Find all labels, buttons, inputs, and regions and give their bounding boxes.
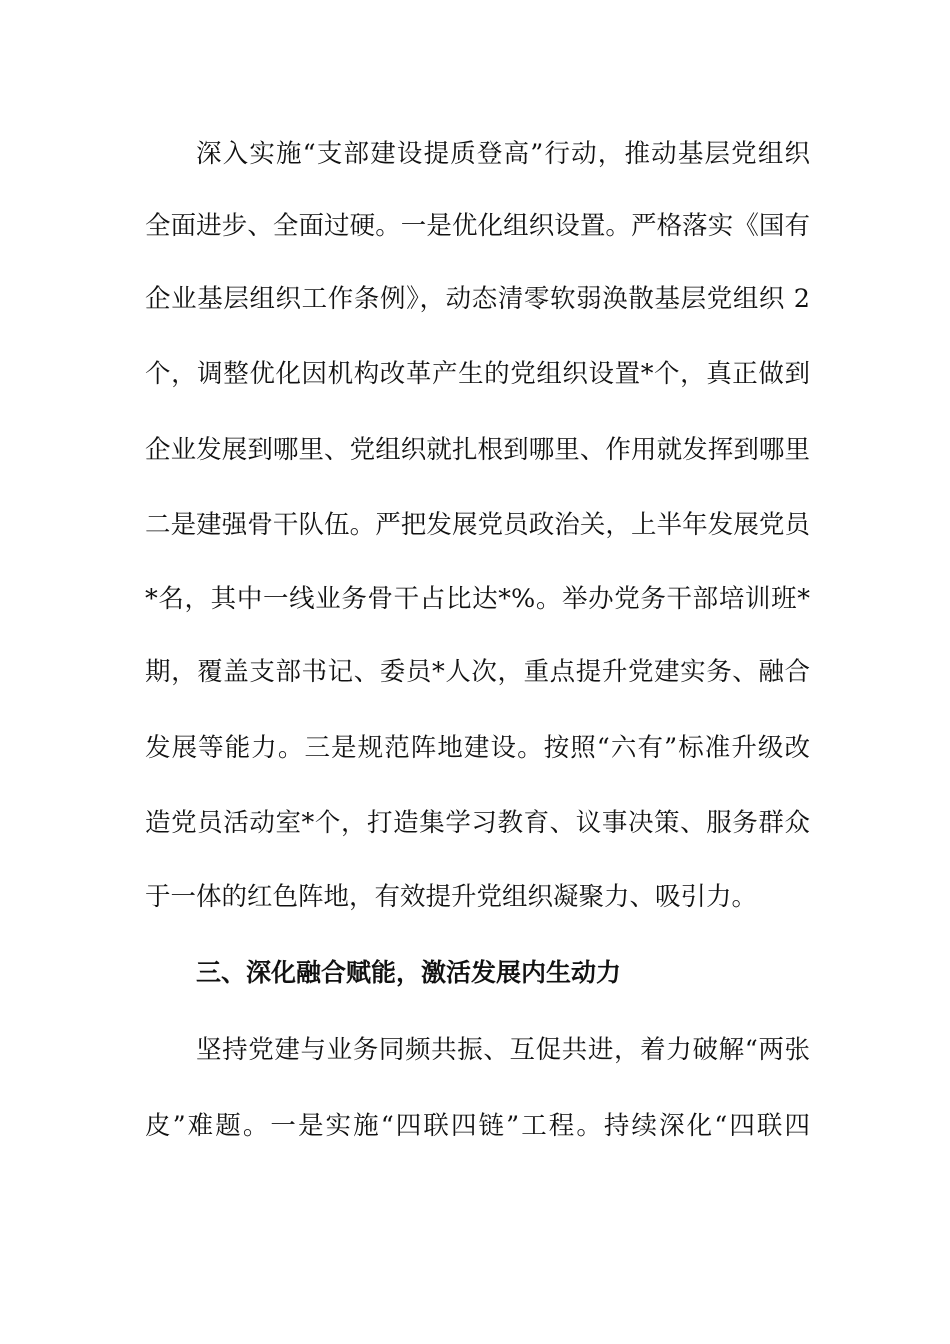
paragraph-1-line-1: 深入实施“支部建设提质登高”行动，推动基层党组织 bbox=[196, 139, 810, 169]
paragraph-1-line-7: *名，其中一线业务骨干占比达*%。举办党务干部培训班* bbox=[145, 584, 810, 614]
paragraph-1-line-4: 个，调整优化因机构改革产生的党组织设置*个，真正做到 bbox=[145, 359, 810, 389]
paragraph-2-line-1: 坚持党建与业务同频共振、互促共进，着力破解“两张 bbox=[196, 1035, 810, 1065]
section-heading: 三、深化融合赋能，激活发展内生动力 bbox=[196, 958, 622, 987]
paragraph-1-line-8: 期，覆盖支部书记、委员*人次，重点提升党建实务、融合 bbox=[145, 657, 810, 687]
paragraph-1-line-6: 二是建强骨干队伍。严把发展党员政治关，上半年发展党员 bbox=[145, 510, 810, 540]
paragraph-1-line-10: 造党员活动室*个，打造集学习教育、议事决策、服务群众 bbox=[145, 808, 810, 838]
paragraph-1-line-5: 企业发展到哪里、党组织就扎根到哪里、作用就发挥到哪里 bbox=[145, 435, 810, 465]
paragraph-1-line-2: 全面进步、全面过硬。一是优化组织设置。严格落实《国有 bbox=[145, 211, 810, 241]
paragraph-1-line-9: 发展等能力。三是规范阵地建设。按照“六有”标准升级改 bbox=[145, 733, 810, 763]
paragraph-1-line-3: 企业基层组织工作条例》，动态清零软弱涣散基层党组织 2 bbox=[145, 284, 810, 314]
paragraph-1-line-11: 于一体的红色阵地，有效提升党组织凝聚力、吸引力。 bbox=[145, 882, 758, 912]
paragraph-2-line-2: 皮”难题。一是实施“四联四链”工程。持续深化“四联四 bbox=[145, 1111, 810, 1141]
